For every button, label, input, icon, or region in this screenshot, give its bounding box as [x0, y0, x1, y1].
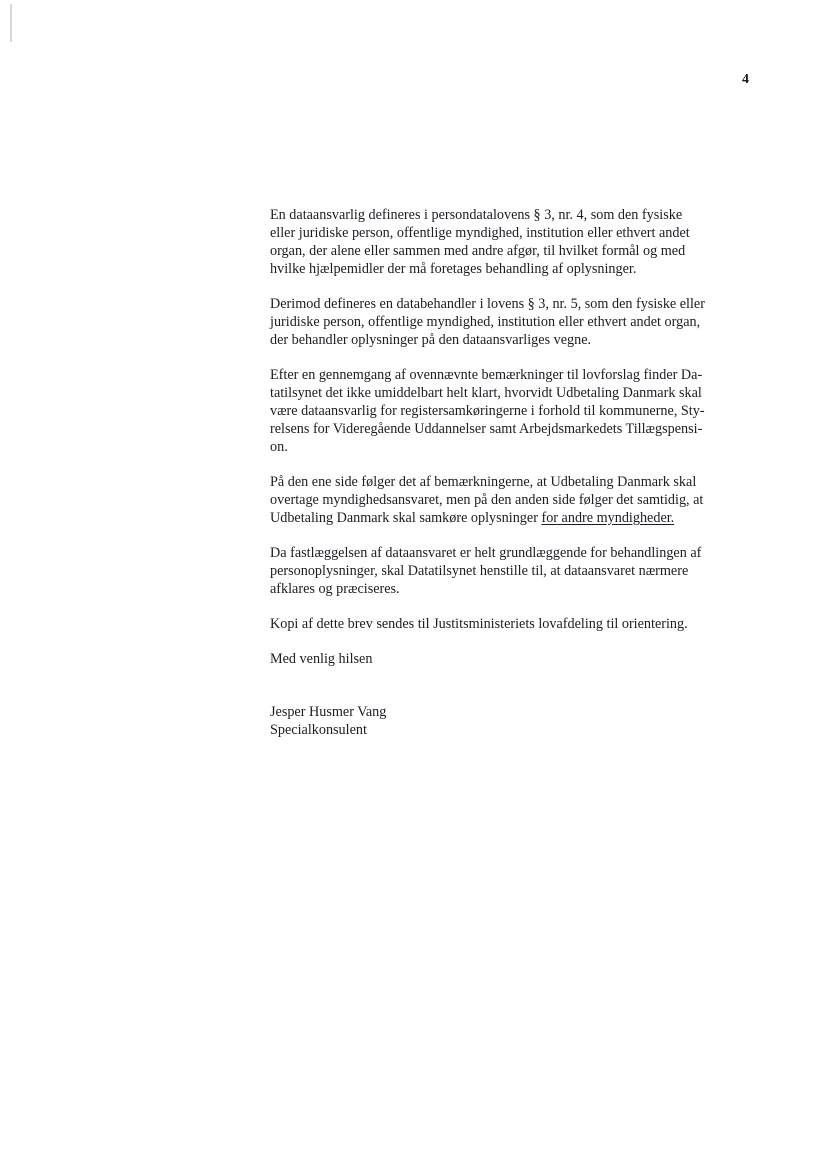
text-line: relsens for Videregående Uddannelser samt Arbejdsmarkedets Tillægspensi-: [270, 421, 703, 437]
text-line: afklares og præciseres.: [270, 581, 400, 597]
text-line: En dataansvarlig defineres i persondatalovens § 3, nr. 4, som den fysiske: [270, 207, 683, 223]
text-line: være dataansvarlig for registersamkøringerne i forhold til kommunerne, Sty-: [270, 403, 705, 419]
signature-block: [270, 703, 748, 739]
text-line: organ, der alene eller sammen med andre afgør, til hvilket formål og med: [270, 243, 686, 259]
page-number: 4: [742, 72, 749, 87]
text-line: personoplysninger, skal Datatilsynet henstille til, at dataansvaret nærmere: [270, 563, 689, 579]
paragraph-review-finding: [270, 366, 748, 456]
text-line: der behandler oplysninger på den dataansvarliges vegne.: [270, 332, 592, 348]
signatory-name: Jesper Husmer Vang: [270, 704, 387, 720]
text-line: juridiske person, offentlige myndighed, institution eller ethvert andet organ,: [270, 314, 701, 330]
text-line: Kopi af dette brev sendes til Justitsministeriets lovafdeling til orientering.: [270, 616, 688, 632]
text-line: På den ene side følger det af bemærkningerne, at Udbetaling Danmark skal: [270, 474, 697, 490]
letter-body: [270, 206, 748, 739]
paragraph-data-controller-definition: [270, 206, 748, 278]
text-line: [270, 509, 748, 527]
text-line: hvilke hjælpemidler der må foretages behandling af oplysninger.: [270, 261, 637, 277]
text-line: on.: [270, 439, 288, 455]
underlined-phrase: for andre myndigheder.: [541, 510, 675, 526]
text-line: tatilsynet det ikke umiddelbart helt klart, hvorvidt Udbetaling Danmark skal: [270, 385, 702, 401]
text-line: Da fastlæggelsen af dataansvaret er helt grundlæggende for behandlingen af: [270, 545, 702, 561]
text-line: overtage myndighedsansvaret, men på den anden side følger det samtidig, at: [270, 492, 704, 508]
closing-greeting: Med venlig hilsen: [270, 651, 373, 667]
text-line: eller juridiske person, offentlige myndighed, institution eller ethvert andet: [270, 225, 690, 241]
paragraph-data-processor-definition: [270, 295, 748, 349]
paragraph-copy-notice: [270, 615, 748, 633]
text-line: Efter en gennemgang af ovennævnte bemærkninger til lovforslag finder Da-: [270, 367, 703, 383]
text-fragment: Udbetaling Danmark skal samkøre oplysninger: [270, 510, 542, 526]
scan-edge-mark: [10, 4, 12, 42]
paragraph-responsibility-conflict: [270, 473, 748, 527]
signatory-title: Specialkonsulent: [270, 722, 367, 738]
paragraph-recommendation: [270, 544, 748, 598]
text-line: Derimod defineres en databehandler i lovens § 3, nr. 5, som den fysiske eller: [270, 296, 705, 312]
